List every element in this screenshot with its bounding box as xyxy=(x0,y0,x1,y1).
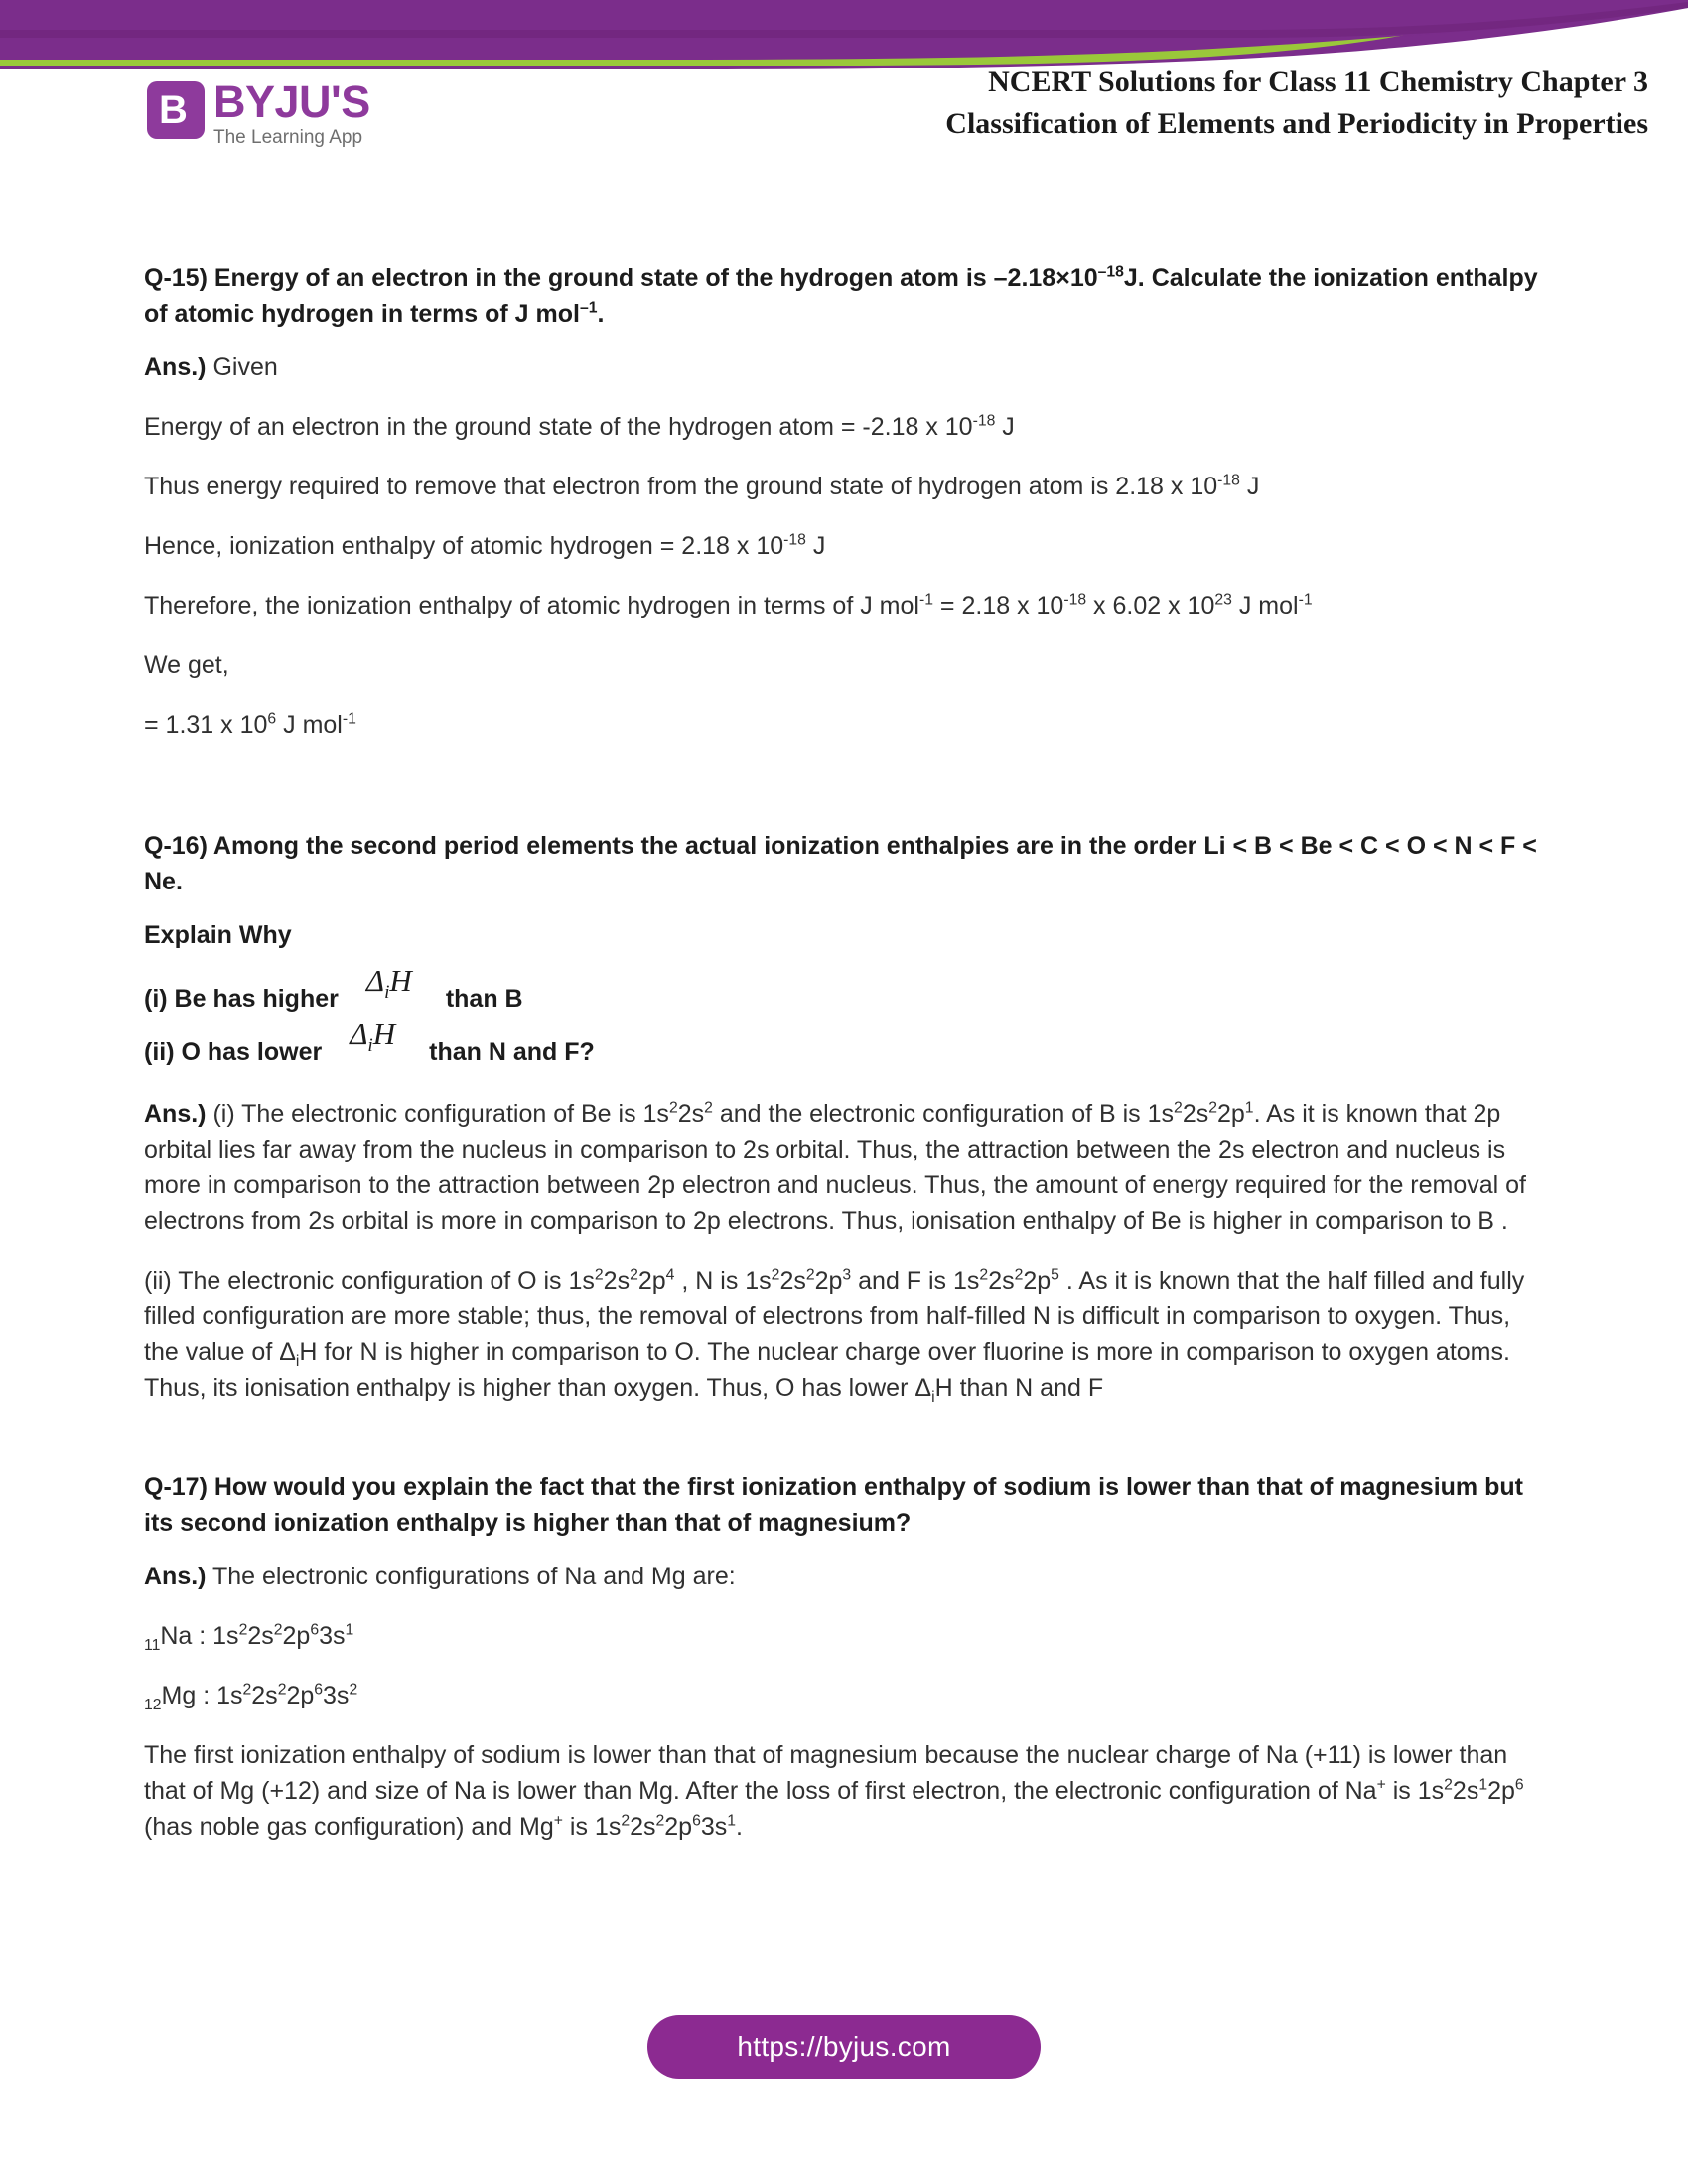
q15-line-2 xyxy=(144,469,1544,504)
byjus-url-button[interactable]: https://byjus.com xyxy=(647,2015,1040,2079)
q16-ans-ii-sup9: 5 xyxy=(1051,1266,1059,1284)
q15-line4-sup1: -1 xyxy=(918,591,933,609)
q16-ans-i-sup4: 2 xyxy=(1208,1099,1217,1117)
q17-answer-intro xyxy=(144,1559,1544,1594)
q15-line4-d: J mol xyxy=(1231,592,1299,619)
q17-final-9: 3s xyxy=(700,1813,728,1841)
document-title-line-1: NCERT Solutions for Class 11 Chemistry Chapter 3 xyxy=(988,66,1648,98)
q15-line2-sup: -18 xyxy=(1217,472,1240,489)
q15-line-4 xyxy=(144,588,1544,623)
q15-text-c: . xyxy=(597,300,605,328)
q16-ans-ii-sup1: 2 xyxy=(594,1266,604,1284)
na-3: 2p xyxy=(282,1622,311,1650)
delta-glyph-1: Δ xyxy=(365,963,385,998)
q15-result xyxy=(144,707,1544,743)
na-2: 2s xyxy=(247,1622,274,1650)
q17-final-7: 2s xyxy=(630,1813,656,1841)
mg-sup1: 2 xyxy=(242,1681,252,1699)
q16-ans-i-sup3: 2 xyxy=(1174,1099,1183,1117)
byjus-logo xyxy=(147,76,370,149)
delta-i-h-symbol-2 xyxy=(322,1009,429,1060)
mg-3: 2p xyxy=(286,1682,315,1709)
q16-item-i-b: than B xyxy=(445,985,523,1013)
q15-line1-a: Energy of an electron in the ground state of the hydrogen atom = -2.18 x 10 xyxy=(144,413,973,441)
logo-brand-name: BYJU'S xyxy=(213,76,370,127)
q15-ans-given-text: Given xyxy=(206,353,278,381)
q17-text: How would you explain the fact that the first ionization enthalpy of sodium is lower than that of magnesium but its second ionization enthalpy is higher than that of magnesium? xyxy=(144,1473,1523,1537)
q16-ans-ii-12: H than N and F xyxy=(934,1374,1104,1402)
q16-ans-i-6: . As it is known that 2p orbital lies far away from the nucleus in comparison to 2s orbital. Thus, the attraction between the 2s electron and nucleus is more in comparison to the attraction between 2p electron and nucleus. Thus, the amount of energy required for the removal of electrons from 2s orbital is more in comparison to 2p electrons. Thus, ionisation enthalpy of Be is higher in comparison to B . xyxy=(144,1100,1527,1235)
section-gap-q16-q17 xyxy=(144,1430,1544,1469)
logo-tagline: The Learning App xyxy=(213,127,363,148)
q15-line4-c: x 6.02 x 10 xyxy=(1086,592,1215,619)
q15-text-b: J. Calculate the ionization enthalpy of atomic hydrogen in terms of J mol xyxy=(144,264,1538,328)
q17-final-2: is 1s xyxy=(1385,1777,1445,1805)
q17-final-sup2: 2 xyxy=(1444,1776,1453,1794)
na-sup3: 6 xyxy=(310,1621,320,1639)
na-sup2: 2 xyxy=(273,1621,283,1639)
q17-na-configuration xyxy=(144,1618,1544,1654)
q17-final-sup6: 2 xyxy=(621,1812,631,1830)
q17-final-5: (has noble gas configuration) and Mg xyxy=(144,1813,554,1841)
document-header xyxy=(0,62,1688,171)
q15-result-sup: 6 xyxy=(267,710,277,728)
q16-ans-ii-sup8: 2 xyxy=(1014,1266,1024,1284)
document-body xyxy=(144,260,1544,1868)
na-sup4: 1 xyxy=(345,1621,354,1639)
q16-ans-i-5: 2p xyxy=(1216,1100,1245,1128)
q16-ans-ii-9: 2p xyxy=(1023,1267,1052,1295)
q16-ans-ii-2: 2s xyxy=(603,1267,631,1295)
mg-atomic-number: 12 xyxy=(144,1697,162,1713)
q16-ans-ii-10: . As it is known that the half filled and fully filled configuration are more stable; thus, the removal of electrons from half-filled N is difficult in comparison to oxygen. Thus, the value of Δ xyxy=(144,1267,1525,1366)
q17-final-sup3: 1 xyxy=(1478,1776,1488,1794)
q15-line1-b: J xyxy=(995,413,1015,441)
q16-answer-part-ii xyxy=(144,1263,1544,1406)
q17-final-8: 2p xyxy=(664,1813,693,1841)
mg-sup3: 6 xyxy=(314,1681,324,1699)
q15-line4-sup4: -1 xyxy=(1298,591,1313,609)
q16-ans-ii-sup4: 2 xyxy=(771,1266,780,1284)
q15-label: Q-15) xyxy=(144,264,208,292)
mg-4: 3s xyxy=(323,1682,350,1709)
q17-final-3: 2s xyxy=(1452,1777,1479,1805)
gap-before-q16-answer xyxy=(144,1078,1544,1096)
q17-final-sup8: 6 xyxy=(692,1812,701,1830)
na-1: Na : 1s xyxy=(160,1622,239,1650)
q15-line3-b: J xyxy=(805,532,826,560)
q16-ans-ii-1: (ii) The electronic configuration of O is 1s xyxy=(144,1267,595,1295)
na-sup1: 2 xyxy=(238,1621,248,1639)
q15-line-3 xyxy=(144,528,1544,564)
q15-line4-a: Therefore, the ionization enthalpy of atomic hydrogen in terms of J mol xyxy=(144,592,919,619)
mg-sup4: 2 xyxy=(349,1681,358,1699)
q16-item-ii-b: than N and F? xyxy=(429,1038,595,1066)
byjus-logo-mark-icon xyxy=(147,81,205,139)
q16-ans-i-1: (i) The electronic configuration of Be is 1s xyxy=(206,1100,669,1128)
document-title-line-2: Classification of Elements and Periodicity in Properties xyxy=(945,107,1648,140)
q16-ans-ii-7: and F is 1s xyxy=(851,1267,980,1295)
question-16-heading xyxy=(144,828,1544,899)
q16-ans-i-sup5: 1 xyxy=(1244,1099,1254,1117)
q15-result-a: = 1.31 x 10 xyxy=(144,711,268,739)
q17-final-1: The first ionization enthalpy of sodium is lower than that of magnesium because the nuclear charge of Na (+11) is lower than that of Mg (+12) and size of Na is lower than Mg. After the loss of first electron, the electronic configuration of Na xyxy=(144,1741,1508,1805)
q15-exp-b: –1 xyxy=(579,299,598,317)
q17-final-10: . xyxy=(736,1813,743,1841)
delta-sub-2: i xyxy=(367,1035,373,1057)
question-17-heading xyxy=(144,1469,1544,1541)
mg-1: Mg : 1s xyxy=(161,1682,243,1709)
q16-item-ii xyxy=(144,1017,1544,1078)
q17-final-sup4: 6 xyxy=(1514,1776,1524,1794)
q17-ans-label: Ans.) xyxy=(144,1563,207,1590)
section-gap-q15-q16 xyxy=(144,766,1544,828)
q16-ans-i-sup1: 2 xyxy=(668,1099,678,1117)
q16-ans-i-4: 2s xyxy=(1182,1100,1209,1128)
delta-h-1: H xyxy=(389,963,412,998)
q15-line4-sup3: 23 xyxy=(1214,591,1232,609)
q16-ans-i-2: 2s xyxy=(677,1100,705,1128)
q16-ans-ii-11: H for N is higher in comparison to O. The nuclear charge over fluorine is more in comparison to oxygen atoms. Thus, its ionisation enthalpy is higher than oxygen. Thus, O has lower Δ xyxy=(144,1338,1510,1402)
q16-ans-ii-sup2: 2 xyxy=(630,1266,638,1284)
q15-line3-sup: -18 xyxy=(783,531,806,549)
q17-ans-text: The electronic configurations of Na and Mg are: xyxy=(206,1563,736,1590)
q15-line3-a: Hence, ionization enthalpy of atomic hydrogen = 2.18 x 10 xyxy=(144,532,784,560)
q17-final-4: 2p xyxy=(1487,1777,1515,1805)
q16-ans-ii-sup5: 2 xyxy=(805,1266,815,1284)
q16-text: Among the second period elements the actual ionization enthalpies are in the order Li < B < Be < C < O < N < F < Ne. xyxy=(144,832,1537,895)
mg-2: 2s xyxy=(251,1682,278,1709)
q15-we-get: We get, xyxy=(144,651,229,679)
q16-ans-ii-6: 2p xyxy=(814,1267,843,1295)
q15-line2-a: Thus energy required to remove that electron from the ground state of hydrogen atom is 2.18 x 10 xyxy=(144,473,1218,500)
delta-h-2: H xyxy=(372,1017,396,1051)
q16-item-ii-a: (ii) O has lower xyxy=(144,1038,323,1066)
q17-final-sup9: 1 xyxy=(727,1812,737,1830)
q15-line2-b: J xyxy=(1239,473,1260,500)
q17-final-sup5: + xyxy=(553,1812,563,1830)
q16-ans-ii-3: 2p xyxy=(637,1267,666,1295)
q17-final-paragraph xyxy=(144,1737,1544,1844)
na-atomic-number: 11 xyxy=(144,1637,161,1654)
document-title xyxy=(556,62,1648,145)
q16-ans-ii-5: 2s xyxy=(779,1267,806,1295)
q17-final-6: is 1s xyxy=(562,1813,622,1841)
q17-label: Q-17) xyxy=(144,1473,208,1501)
q16-item-i-a: (i) Be has higher xyxy=(144,985,339,1013)
logo-text-block xyxy=(213,76,370,149)
question-15-heading xyxy=(144,260,1544,332)
q16-answer-part-i xyxy=(144,1096,1544,1239)
q16-label: Q-16) xyxy=(144,832,208,860)
q16-explain-why: Explain Why xyxy=(144,921,292,949)
q16-ans-i-sup2: 2 xyxy=(704,1099,713,1117)
q15-text-a: Energy of an electron in the ground state of the hydrogen atom is –2.18×10 xyxy=(207,264,1098,292)
q16-ans-ii-8: 2s xyxy=(988,1267,1015,1295)
q15-line4-sup2: -18 xyxy=(1063,591,1087,609)
q16-ans-ii-sup3: 4 xyxy=(665,1266,675,1284)
q15-result-sup2: -1 xyxy=(342,710,356,728)
q15-answer-given xyxy=(144,349,1544,385)
footer xyxy=(0,2015,1688,2079)
q15-ans-label: Ans.) xyxy=(144,353,207,381)
logo-b-glyph: B xyxy=(159,88,188,132)
q15-exp-a: –18 xyxy=(1097,263,1124,281)
q16-ans-label: Ans.) xyxy=(144,1100,207,1128)
mg-sup2: 2 xyxy=(277,1681,287,1699)
delta-i-h-symbol-1 xyxy=(339,955,446,1007)
delta-glyph-2: Δ xyxy=(350,1017,368,1051)
q17-mg-configuration xyxy=(144,1678,1544,1713)
q16-ans-ii-sub1: i xyxy=(295,1353,300,1370)
na-4: 3s xyxy=(319,1622,346,1650)
q15-line-1 xyxy=(144,409,1544,445)
q15-line4-b: = 2.18 x 10 xyxy=(932,592,1064,619)
q15-result-b: J mol xyxy=(276,711,343,739)
q16-ans-ii-4: , N is 1s xyxy=(674,1267,772,1295)
q16-ans-ii-sup7: 2 xyxy=(979,1266,989,1284)
q17-final-sup7: 2 xyxy=(655,1812,665,1830)
delta-sub-1: i xyxy=(384,982,390,1004)
q16-ans-i-3: and the electronic configuration of B is 1s xyxy=(712,1100,1175,1128)
q16-ans-ii-sup6: 3 xyxy=(842,1266,852,1284)
q17-final-sup1: + xyxy=(1376,1776,1386,1794)
q15-line1-sup: -18 xyxy=(972,412,996,430)
q16-ans-ii-sub2: i xyxy=(931,1389,935,1406)
